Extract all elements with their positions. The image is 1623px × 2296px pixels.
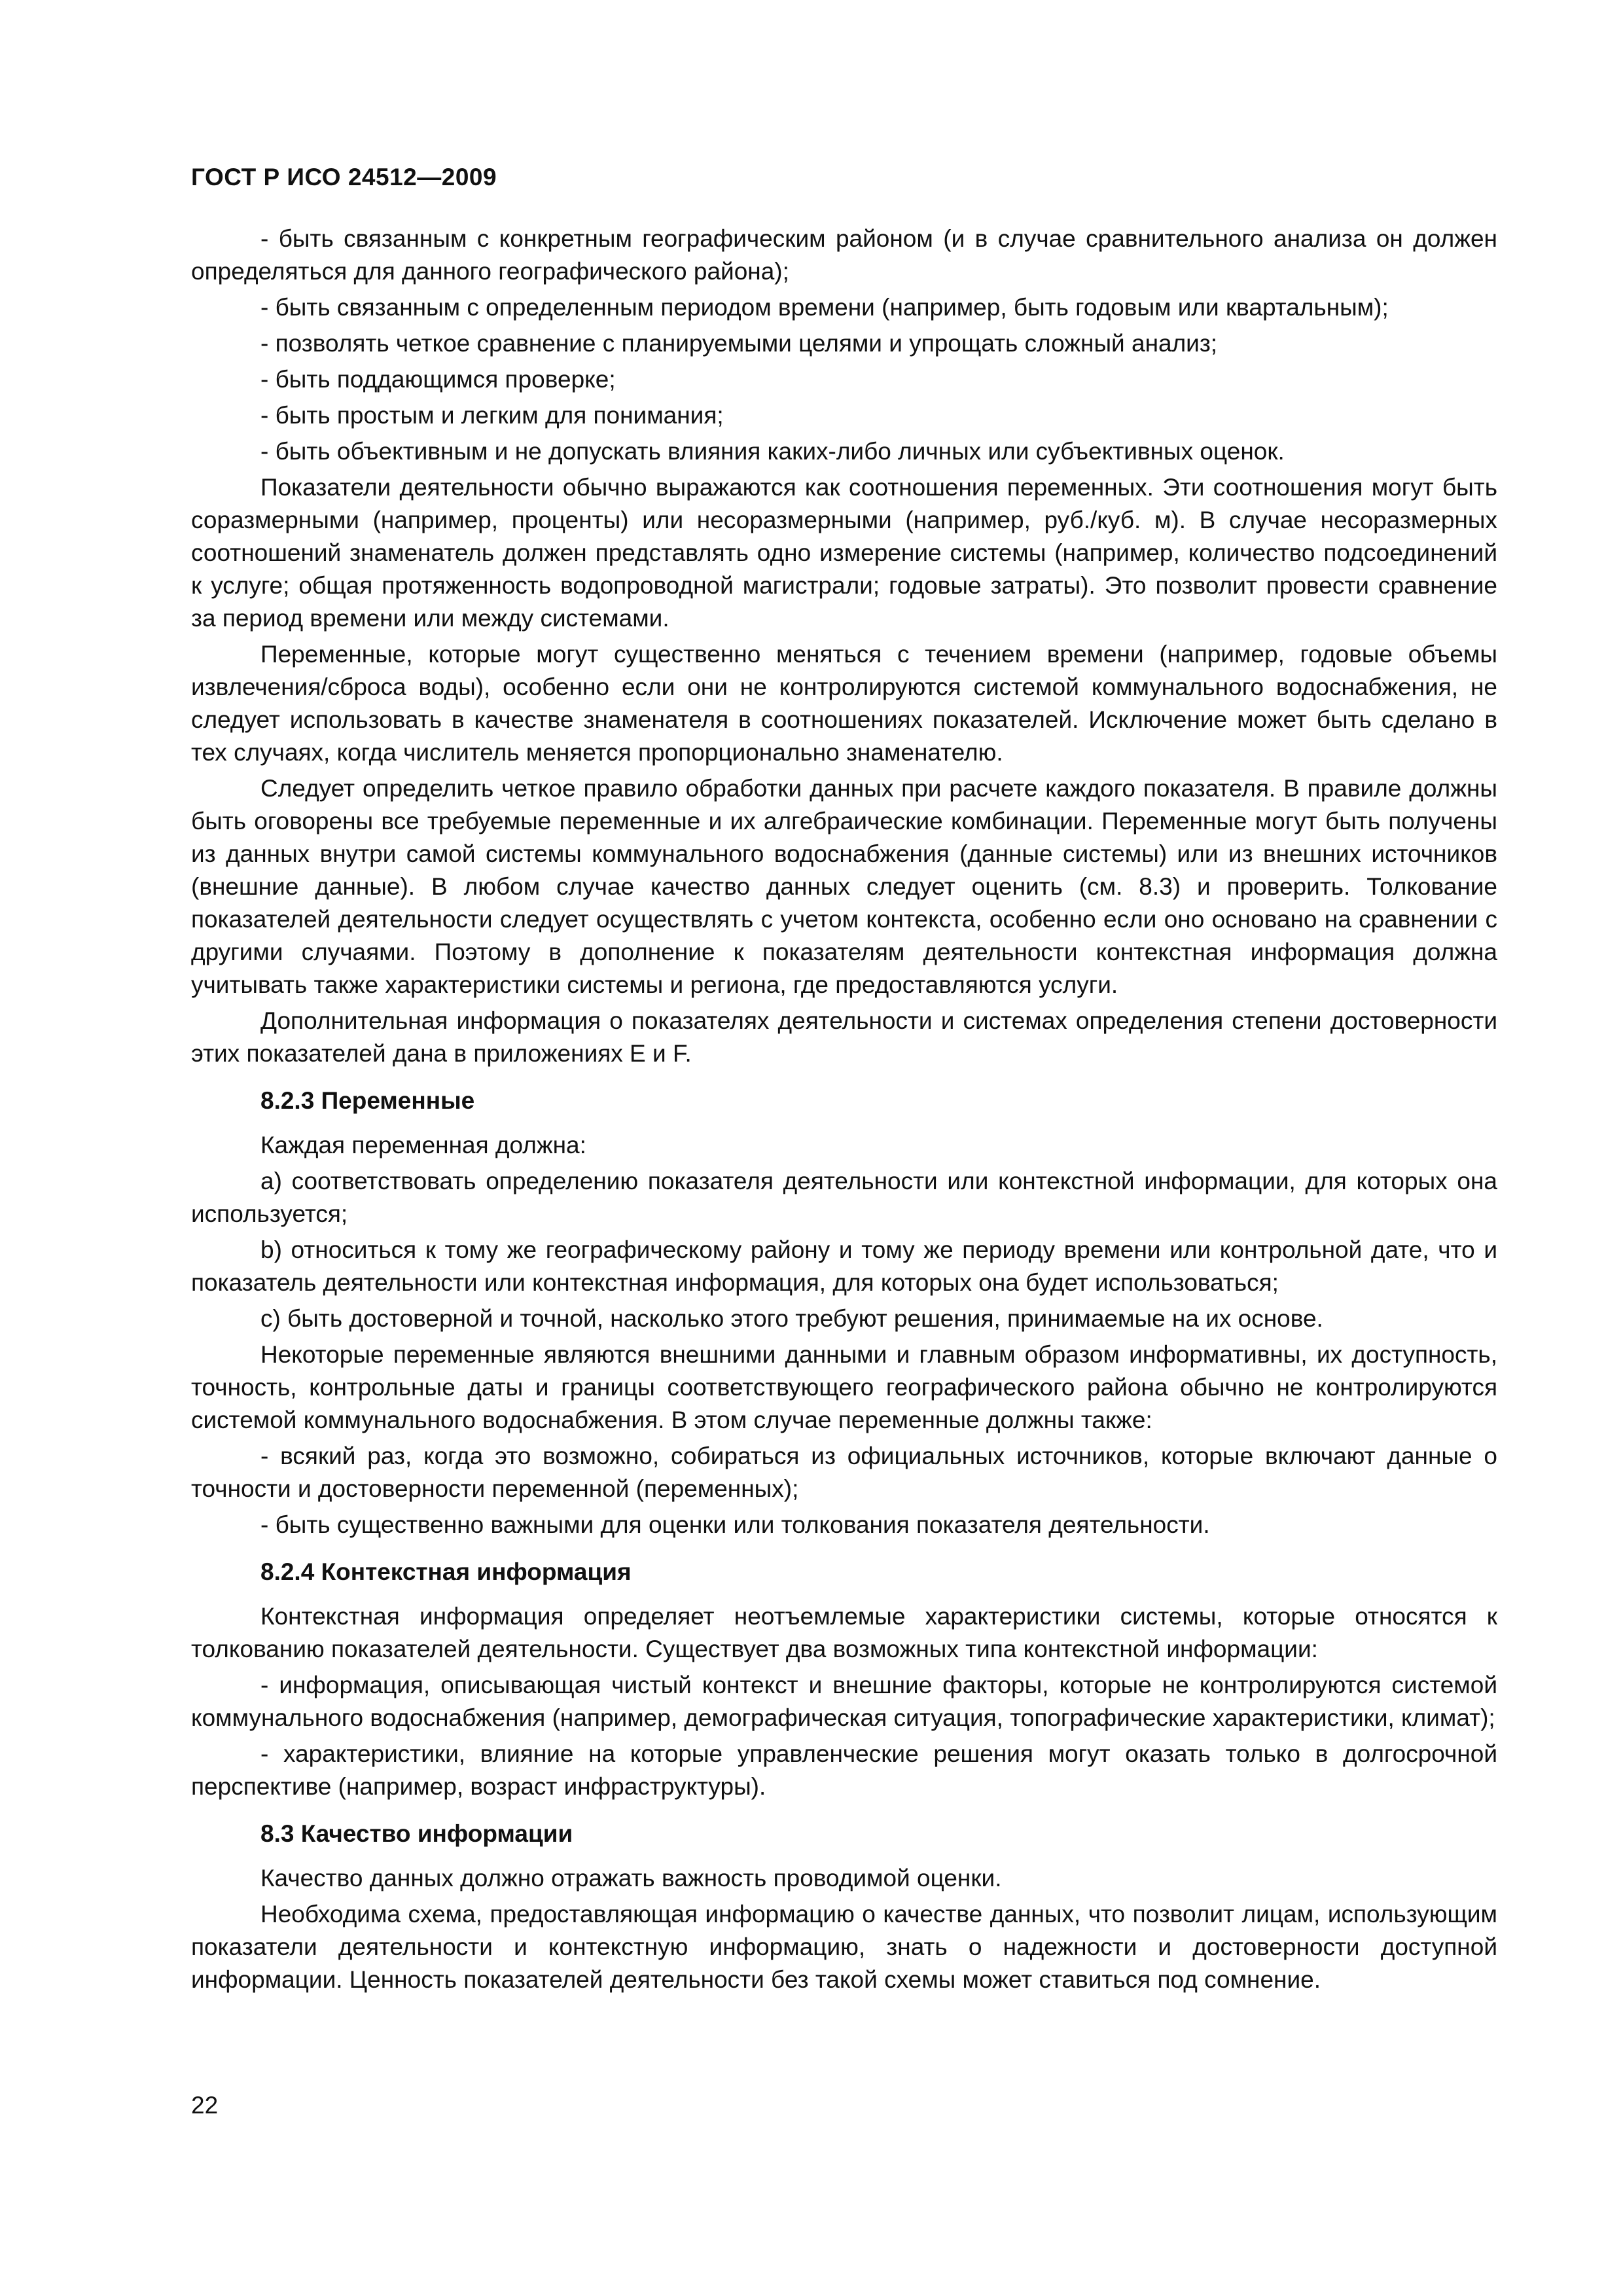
list-item: a) соответствовать определению показателя деятельности или контекстной информации, для которых она используется; (191, 1168, 1497, 1227)
section-heading-8-2-4: 8.2.4 Контекстная информация (260, 1558, 632, 1585)
paragraph: Контекстная информация определяет неотъемлемые характеристики системы, которые относятся к толкованию показателей деятельности. Существует два возможных типа контекстной информации: (191, 1603, 1497, 1662)
document-header: ГОСТ Р ИСО 24512—2009 (191, 164, 497, 190)
paragraph: - быть связанным с определенным периодом времени (например, быть годовым или квартальным); (260, 294, 1389, 321)
list-item: - всякий раз, когда это возможно, собираться из официальных источников, которые включают данные о точности и достоверности переменной (переменных); (191, 1443, 1497, 1502)
paragraph: Необходима схема, предоставляющая информацию о качестве данных, что позволит лицам, использующим показатели деятельности и контекстную информацию, знать о надежности и достоверности доступной информации. Ценность показателей деятельности без такой схемы может ставиться под сомнение. (191, 1901, 1497, 1993)
list-item: - информация, описывающая чистый контекст и внешние факторы, которые не контролируются системой коммунального водоснабжения (например, демографическая ситуация, топографические характеристики, климат); (191, 1672, 1497, 1731)
paragraph: - быть поддающимся проверке; (260, 366, 616, 393)
page-number: 22 (191, 2092, 219, 2119)
list-item: b) относиться к тому же географическому району и тому же периоду времени или контрольной дате, что и показатель деятельности или контекстная информация, для которых она будет использоваться; (191, 1236, 1497, 1296)
paragraph: - позволять четкое сравнение с планируемыми целями и упрощать сложный анализ; (260, 330, 1218, 357)
list-item: - характеристики, влияние на которые управленческие решения могут оказать только в долгосрочной перспективе (например, возраст инфраструктуры). (191, 1740, 1497, 1800)
paragraph: Каждая переменная должна: (260, 1132, 586, 1158)
paragraph: - быть объективным и не допускать влияния каких-либо личных или субъективных оценок. (260, 438, 1285, 465)
paragraph: - быть простым и легким для понимания; (260, 402, 724, 429)
paragraph: - быть связанным с конкретным географическим районом (и в случае сравнительного анализа он должен определяться для данного географического района); (191, 225, 1497, 285)
section-heading-8-2-3: 8.2.3 Переменные (260, 1087, 475, 1114)
paragraph: Следует определить четкое правило обработки данных при расчете каждого показателя. В правиле должны быть оговорены все требуемые переменные и их алгебраические комбинации. Переменные могут быть получены из данных внутри самой системы коммунального водоснабжения (данные системы) или из внешних источников (внешние данные). В любом случае качество данных следует оценить (см. 8.3) и проверить. Толкование показателей деятельности следует осуществлять с учетом контекста, особенно если оно основано на сравнении с другими случаями. Поэтому в дополнение к показателям деятельности контекстная информация должна учитывать также характеристики системы и региона, где предоставляются услуги. (191, 775, 1497, 998)
section-heading-8-3: 8.3 Качество информации (260, 1820, 573, 1847)
paragraph: Переменные, которые могут существенно меняться с течением времени (например, годовые объемы извлечения/сброса воды), особенно если они не контролируются системой коммунального водоснабжения, не следует использовать в качестве знаменателя в соотношениях показателей. Исключение может быть сделано в тех случаях, когда числитель меняется пропорционально знаменателю. (191, 641, 1497, 766)
paragraph: Качество данных должно отражать важность проводимой оценки. (260, 1865, 1002, 1892)
list-item: - быть существенно важными для оценки или толкования показателя деятельности. (260, 1511, 1210, 1538)
paragraph: Показатели деятельности обычно выражаются как соотношения переменных. Эти соотношения могут быть соразмерными (например, проценты) или несоразмерными (например, руб./куб. м). В случае несоразмерных соотношений знаменатель должен представлять одно измерение системы (например, количество подсоединений к услуге; общая протяженность водопроводной магистрали; годовые затраты). Это позволит провести сравнение за период времени или между системами. (191, 474, 1497, 632)
paragraph: Дополнительная информация о показателях деятельности и системах определения степени достоверности этих показателей дана в приложениях Е и F. (191, 1007, 1497, 1067)
paragraph: Некоторые переменные являются внешними данными и главным образом информативны, их доступность, точность, контрольные даты и границы соответствующего географического района обычно не контролируются системой коммунального водоснабжения. В этом случае переменные должны также: (191, 1341, 1497, 1433)
list-item: c) быть достоверной и точной, насколько этого требуют решения, принимаемые на их основе. (260, 1305, 1323, 1332)
document-body (191, 223, 1497, 2000)
